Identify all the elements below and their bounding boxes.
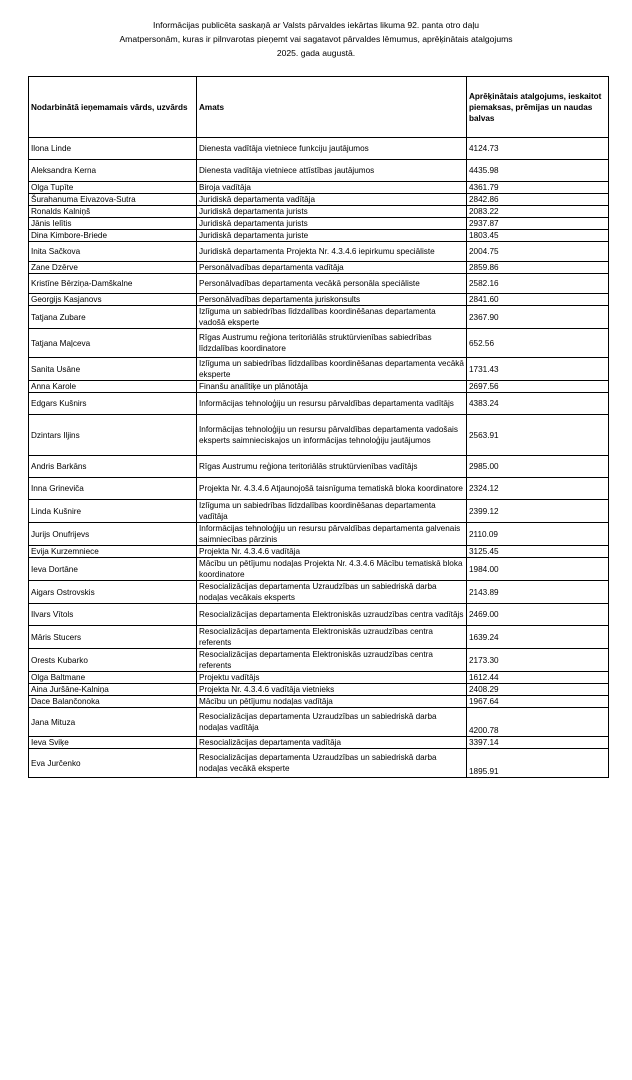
table-row	[29, 478, 609, 500]
employee-name-cell: Jurijs Onufrijevs	[29, 523, 197, 546]
salary-cell: 3397.14	[467, 737, 609, 749]
salary-cell: 652.56	[467, 329, 609, 358]
salary-cell: 2143.89	[467, 581, 609, 604]
employee-name-cell: Ieva Sviķe	[29, 737, 197, 749]
table-row	[29, 306, 609, 329]
salary-cell: 4435.98	[467, 160, 609, 182]
position-cell: Resocializācijas departamenta Uzraudzības un sabiedriskā darba nodaļas vecākā eksperte	[197, 749, 467, 778]
employee-name-cell: Tatjana Zubare	[29, 306, 197, 329]
position-cell: Projekta Nr. 4.3.4.6 Atjaunojošā taisnīguma tematiskā bloka koordinatore	[197, 478, 467, 500]
position-cell: Informācijas tehnoloģiju un resursu pārvaldības departamenta galvenais saimniecības pārzinis	[197, 523, 467, 546]
employee-name-cell: Eva Jurčenko	[29, 749, 197, 778]
table-row	[29, 581, 609, 604]
position-cell: Dienesta vadītāja vietniece funkciju jautājumos	[197, 138, 467, 160]
employee-name-cell: Māris Stucers	[29, 626, 197, 649]
salary-cell: 2324.12	[467, 478, 609, 500]
employee-name-cell: Ilona Linde	[29, 138, 197, 160]
table-row	[29, 558, 609, 581]
employee-name-cell: Olga Tupīte	[29, 182, 197, 194]
position-cell: Juridiskā departamenta Projekta Nr. 4.3.4.6 iepirkumu speciāliste	[197, 242, 467, 262]
table-row	[29, 696, 609, 708]
position-cell: Projekta Nr. 4.3.4.6 vadītāja	[197, 546, 467, 558]
employee-name-cell: Ilvars Vītols	[29, 604, 197, 626]
heading-line-3: 2025. gada augustā.	[276, 48, 356, 58]
table-row	[29, 138, 609, 160]
salary-cell: 4383.24	[467, 393, 609, 415]
position-cell: Personālvadības departamenta vecākā personāla speciāliste	[197, 274, 467, 294]
salary-cell: 4361.79	[467, 182, 609, 194]
salary-cell: 1967.64	[467, 696, 609, 708]
salary-cell: 1895.91	[467, 749, 609, 778]
table-row	[29, 737, 609, 749]
salary-cell: 2399.12	[467, 500, 609, 523]
employee-name-cell: Ronalds Kalniņš	[29, 206, 197, 218]
header-name: Nodarbinātā ieņemamais vārds, uzvārds	[29, 77, 197, 138]
employee-name-cell: Zane Dzērve	[29, 262, 197, 274]
position-cell: Resocializācijas departamenta Uzraudzības un sabiedriskā darba nodaļas vadītāja	[197, 708, 467, 737]
salary-cell: 2469.00	[467, 604, 609, 626]
table-row	[29, 523, 609, 546]
position-cell: Resocializācijas departamenta Elektroniskās uzraudzības centra vadītājs	[197, 604, 467, 626]
table-row	[29, 329, 609, 358]
employee-name-cell: Kristīne Bērziņa-Damškalne	[29, 274, 197, 294]
salary-cell: 2004.75	[467, 242, 609, 262]
salary-cell: 1731.43	[467, 358, 609, 381]
table-row	[29, 358, 609, 381]
employee-name-cell: Dace Balančonoka	[29, 696, 197, 708]
employee-name-cell: Aina Juršāne-Kalniņa	[29, 684, 197, 696]
table-row	[29, 294, 609, 306]
table-row	[29, 500, 609, 523]
position-cell: Rīgas Austrumu reģiona teritoriālās struktūrvienības sabiedrības līdzdalības koordinatore	[197, 329, 467, 358]
table-row	[29, 230, 609, 242]
position-cell: Izlīguma un sabiedrības līdzdalības koordinēšanas departamenta vadošā eksperte	[197, 306, 467, 329]
employee-name-cell: Orests Kubarko	[29, 649, 197, 672]
table-header-row	[29, 77, 609, 138]
table-body	[29, 138, 609, 778]
position-cell: Mācību un pētījumu nodaļas Projekta Nr. 4.3.4.6 Mācību tematiskā bloka koordinatore	[197, 558, 467, 581]
table-row	[29, 672, 609, 684]
salary-cell: 2985.00	[467, 456, 609, 478]
salary-cell: 2367.90	[467, 306, 609, 329]
table-row	[29, 274, 609, 294]
salary-cell: 2083.22	[467, 206, 609, 218]
table-row	[29, 415, 609, 456]
heading-line-1: Informācijas publicēta saskaņā ar Valsts pārvaldes iekārtas likuma 92. panta otro daļu	[152, 20, 480, 30]
table-row	[29, 194, 609, 206]
employee-name-cell: Linda Kušnire	[29, 500, 197, 523]
salary-cell: 2859.86	[467, 262, 609, 274]
position-cell: Biroja vadītāja	[197, 182, 467, 194]
table-row	[29, 160, 609, 182]
salary-cell: 1984.00	[467, 558, 609, 581]
salary-cell: 2563.91	[467, 415, 609, 456]
position-cell: Personālvadības departamenta juriskonsults	[197, 294, 467, 306]
position-cell: Rīgas Austrumu reģiona teritoriālās struktūrvienības vadītājs	[197, 456, 467, 478]
position-cell: Finanšu analītiķe un plānotāja	[197, 381, 467, 393]
header-salary: Aprēķinātais atalgojums, ieskaitot piemaksas, prēmijas un naudas balvas	[467, 77, 609, 138]
employee-name-cell: Aigars Ostrovskis	[29, 581, 197, 604]
table-row	[29, 393, 609, 415]
table-row	[29, 649, 609, 672]
document-heading	[0, 18, 632, 60]
employee-name-cell: Jana Mituza	[29, 708, 197, 737]
table-row	[29, 626, 609, 649]
employee-name-cell: Inna Grineviča	[29, 478, 197, 500]
employee-name-cell: Andris Barkāns	[29, 456, 197, 478]
position-cell: Juridiskā departamenta jurists	[197, 206, 467, 218]
employee-name-cell: Dina Kimbore-Briede	[29, 230, 197, 242]
header-position: Amats	[197, 77, 467, 138]
employee-name-cell: Olga Baltmane	[29, 672, 197, 684]
position-cell: Izlīguma un sabiedrības līdzdalības koordinēšanas departamenta vadītāja	[197, 500, 467, 523]
table-row	[29, 262, 609, 274]
table-row	[29, 546, 609, 558]
position-cell: Projektu vadītājs	[197, 672, 467, 684]
position-cell: Izlīguma un sabiedrības līdzdalības koordinēšanas departamenta vecākā eksperte	[197, 358, 467, 381]
salary-cell: 1639.24	[467, 626, 609, 649]
employee-name-cell: Anna Karole	[29, 381, 197, 393]
salary-cell: 4200.78	[467, 708, 609, 737]
position-cell: Mācību un pētījumu nodaļas vadītāja	[197, 696, 467, 708]
salary-cell: 2842.86	[467, 194, 609, 206]
employee-name-cell: Jānis Ielītis	[29, 218, 197, 230]
heading-line-2: Amatpersonām, kuras ir pilnvarotas pieņemt vai sagatavot pārvaldes lēmumus, aprēķinātais atalgojums	[119, 34, 513, 44]
employee-name-cell: Tatjana Maļceva	[29, 329, 197, 358]
position-cell: Juridiskā departamenta vadītāja	[197, 194, 467, 206]
position-cell: Dienesta vadītāja vietniece attīstības jautājumos	[197, 160, 467, 182]
salary-cell: 2937.87	[467, 218, 609, 230]
employee-name-cell: Aleksandra Kerna	[29, 160, 197, 182]
table-row	[29, 218, 609, 230]
position-cell: Resocializācijas departamenta Elektroniskās uzraudzības centra referents	[197, 649, 467, 672]
position-cell: Informācijas tehnoloģiju un resursu pārvaldības departamenta vadītājs	[197, 393, 467, 415]
salary-cell: 4124.73	[467, 138, 609, 160]
employee-name-cell: Šurahanuma Eivazova-Sutra	[29, 194, 197, 206]
table-row	[29, 182, 609, 194]
table-row	[29, 456, 609, 478]
salary-cell: 1803.45	[467, 230, 609, 242]
position-cell: Juridiskā departamenta jurists	[197, 218, 467, 230]
position-cell: Resocializācijas departamenta vadītāja	[197, 737, 467, 749]
table-row	[29, 604, 609, 626]
employee-name-cell: Inita Sačkova	[29, 242, 197, 262]
position-cell: Resocializācijas departamenta Uzraudzības un sabiedriskā darba nodaļas vecākais eksperts	[197, 581, 467, 604]
employee-name-cell: Edgars Kušnirs	[29, 393, 197, 415]
employee-name-cell: Evija Kurzemniece	[29, 546, 197, 558]
position-cell: Personālvadības departamenta vadītāja	[197, 262, 467, 274]
salary-cell: 3125.45	[467, 546, 609, 558]
table-row	[29, 381, 609, 393]
table-row	[29, 708, 609, 737]
salary-cell: 2841.60	[467, 294, 609, 306]
salary-cell: 2697.56	[467, 381, 609, 393]
employee-name-cell: Dzintars Iljins	[29, 415, 197, 456]
position-cell: Juridiskā departamenta juriste	[197, 230, 467, 242]
table-row	[29, 242, 609, 262]
salary-cell: 1612.44	[467, 672, 609, 684]
table-row	[29, 749, 609, 778]
salary-cell: 2582.16	[467, 274, 609, 294]
table-row	[29, 206, 609, 218]
employee-name-cell: Sanita Usāne	[29, 358, 197, 381]
salary-cell: 2110.09	[467, 523, 609, 546]
salary-table	[28, 76, 609, 778]
employee-name-cell: Georgijs Kasjanovs	[29, 294, 197, 306]
salary-cell: 2173.30	[467, 649, 609, 672]
salary-cell: 2408.29	[467, 684, 609, 696]
position-cell: Informācijas tehnoloģiju un resursu pārvaldības departamenta vadošais eksperts saimnieciskajos un informācijas tehnoloģiju jautājumos	[197, 415, 467, 456]
position-cell: Projekta Nr. 4.3.4.6 vadītāja vietnieks	[197, 684, 467, 696]
position-cell: Resocializācijas departamenta Elektroniskās uzraudzības centra referents	[197, 626, 467, 649]
table-row	[29, 684, 609, 696]
employee-name-cell: Ieva Dortāne	[29, 558, 197, 581]
